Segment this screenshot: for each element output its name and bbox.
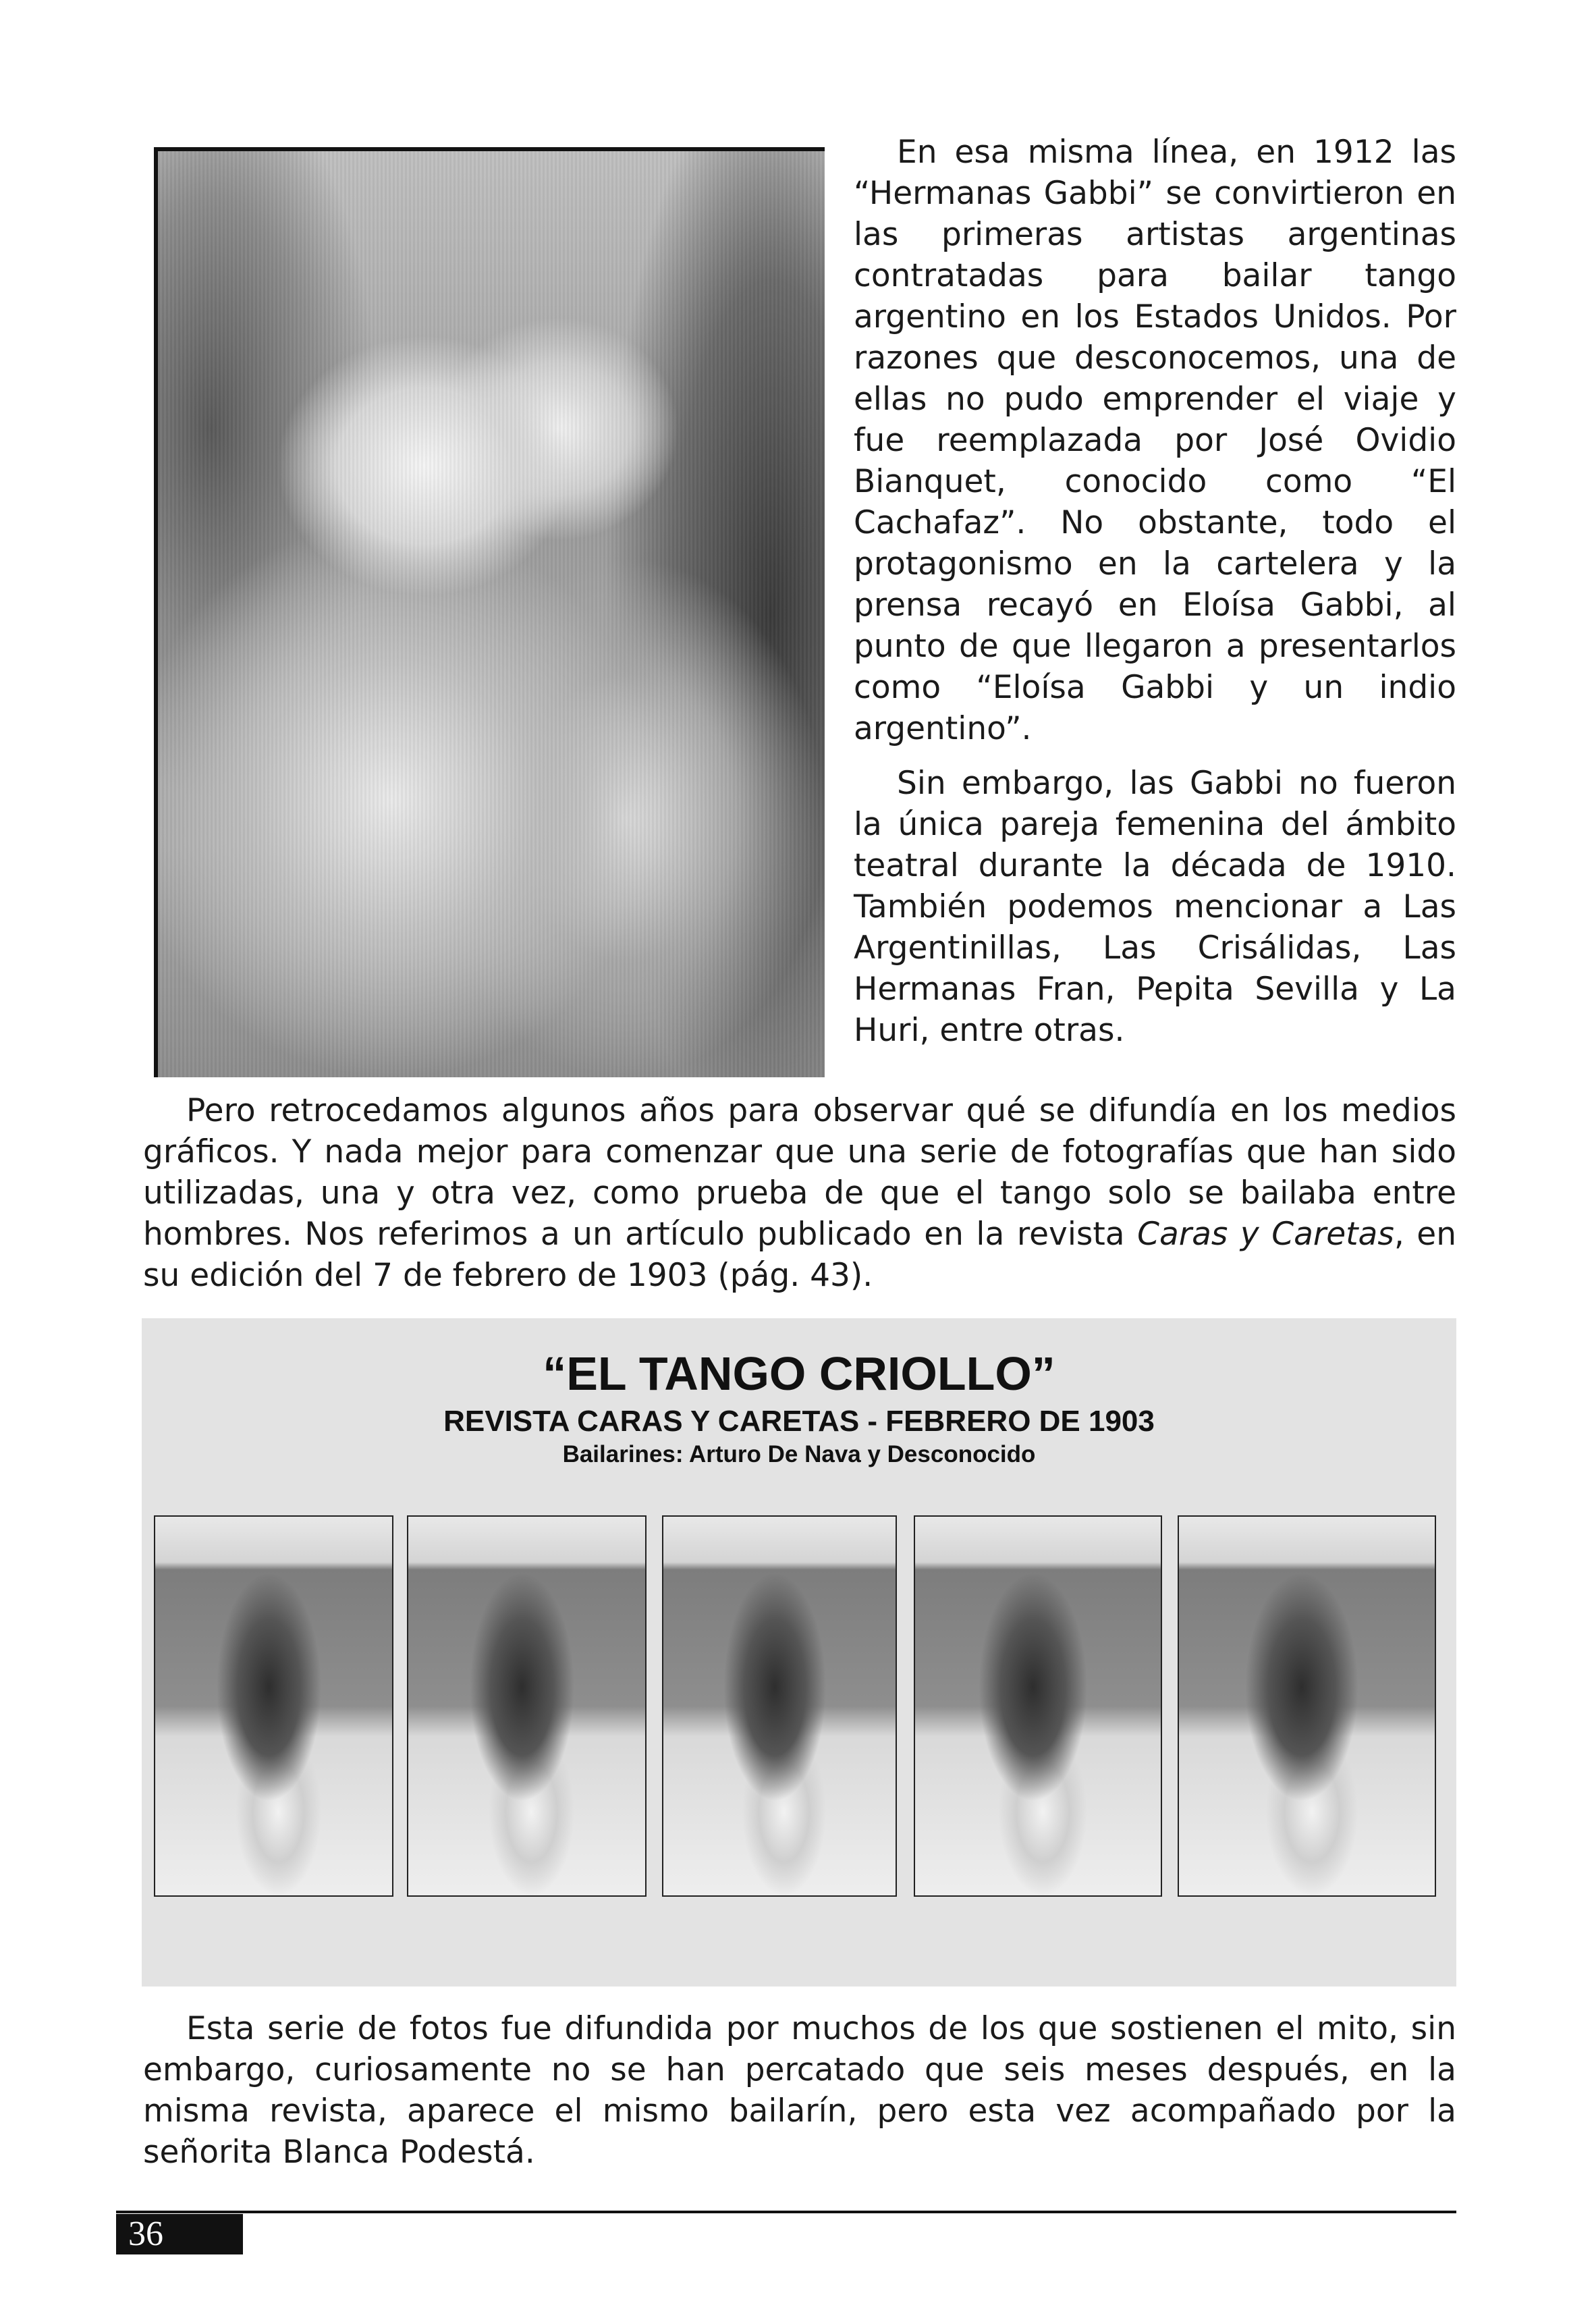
page-number: 36 (128, 2215, 163, 2253)
figure-tango-criollo (142, 1318, 1456, 1987)
paragraph-hermanas-gabbi: En esa misma línea, en 1912 las “Hermanas Gabbi” se convirtieron en las primeras artistas argentinas contratadas para bailar tango argentino en los Estados Unidos. Por razones que desconocemos, una de ellas no pudo emprender el viaje y fue reemplazada por José Ovidio Bianquet, conocido como “El Cachafaz”. No obstante, todo el protagonismo en la cartelera y la prensa recayó en Eloísa Gabbi, al punto de que llegaron a presentarlos como “Eloísa Gabbi y un indio argentino”. (854, 134, 1456, 747)
figure-dancers-caption: Bailarines: Arturo De Nava y Desconocido (562, 1441, 1036, 1467)
photo-frame-3 (662, 1515, 897, 1897)
figure-subtitle: REVISTA CARAS Y CARETAS - FEBRERO DE 1903 (443, 1405, 1155, 1438)
photo-frame-1 (154, 1515, 393, 1897)
footer-rule (116, 2211, 1456, 2213)
magazine-title: Caras y Caretas (1137, 1216, 1394, 1253)
paragraph-text (143, 1090, 1456, 1296)
paragraph-blanca-podesta (143, 2008, 1456, 2173)
photo-frame-5 (1178, 1515, 1436, 1897)
photo-frame-4 (914, 1515, 1162, 1897)
figure-title: “EL TANGO CRIOLLO” (543, 1347, 1055, 1400)
paragraph-text-start: Pero retrocedamos algunos años para observar qué se difundía en los medios gráficos. Y nada mejor para comenzar que una serie de fotografías que han sido utilizadas, una y otra vez, como prueba de que el tango solo se bailaba entre hombres. Nos referimos a un artículo publicado en la revista (143, 1092, 1456, 1253)
side-column-text (854, 132, 1456, 1064)
paragraph-caras-y-caretas (143, 1090, 1456, 1296)
paragraph-parejas-femeninas: Sin embargo, las Gabbi no fueron la única pareja femenina del ámbito teatral durante la década de 1910. También podemos mencionar a Las Argentinillas, Las Crisálidas, Las Hermanas Fran, Pepita Sevilla y La Huri, entre otras. (854, 765, 1456, 1049)
photo-frame-2 (407, 1515, 647, 1897)
photo-hermanas-gabbi (154, 147, 825, 1077)
paragraph-text: Esta serie de fotos fue difundida por muchos de los que sostienen el mito, sin embargo, curiosamente no se han percatado que seis meses después, en la misma revista, aparece el mismo bailarín, pero esta vez acompañado por la señorita Blanca Podestá. (143, 2010, 1456, 2171)
paragraph-text-end: , en su edición del 7 de febrero de 1903 (pág. 43). (143, 1216, 1457, 1294)
